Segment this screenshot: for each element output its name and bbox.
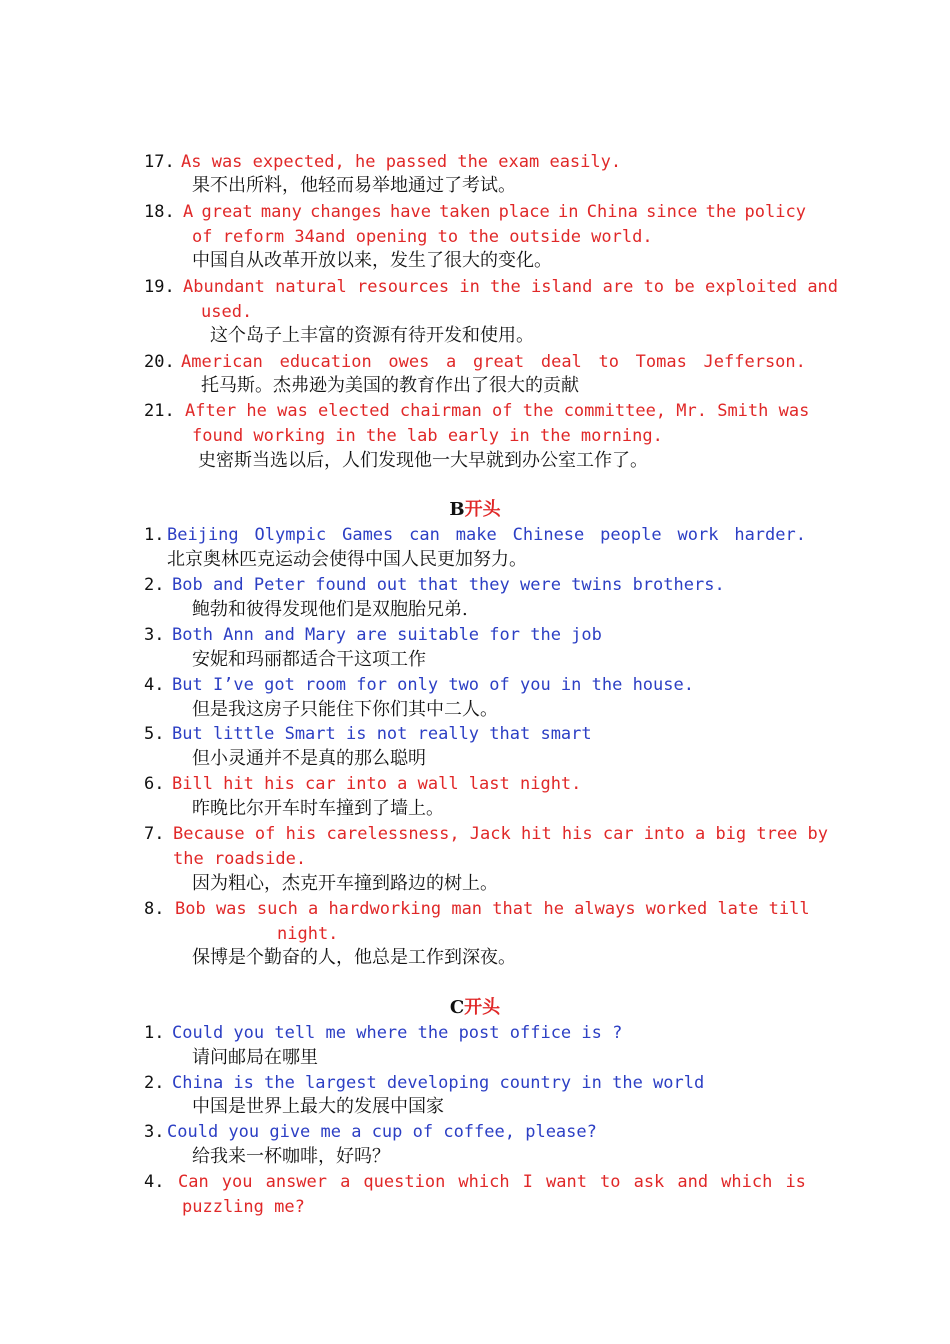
word: I bbox=[522, 1172, 533, 1192]
word: taken bbox=[439, 202, 491, 222]
word: education bbox=[279, 352, 372, 372]
chinese-translation: 鲍勃和彼得发现他们是双胞胎兄弟. bbox=[192, 599, 468, 620]
word: A bbox=[183, 202, 194, 222]
chinese-translation: 保博是个勤奋的人，他总是工作到深夜。 bbox=[192, 947, 516, 968]
item-number: 20. bbox=[144, 352, 175, 372]
chinese-translation: 果不出所料，他轻而易举地通过了考试。 bbox=[192, 175, 516, 196]
word: is bbox=[785, 1172, 806, 1192]
item-number: 7. bbox=[144, 824, 165, 844]
item-number: 4. bbox=[144, 1172, 165, 1192]
item-number: 2. bbox=[144, 575, 165, 595]
word: question bbox=[363, 1172, 446, 1192]
item-number: 17. bbox=[144, 152, 175, 172]
chinese-translation: 中国自从改革开放以来，发生了很大的变化。 bbox=[192, 250, 552, 271]
word: many bbox=[260, 202, 302, 222]
word: have bbox=[389, 202, 431, 222]
word: can bbox=[409, 525, 440, 545]
word: China bbox=[586, 202, 638, 222]
word: great bbox=[472, 352, 525, 372]
chinese-translation: 给我来一杯咖啡，好吗？ bbox=[192, 1146, 390, 1167]
word: which bbox=[721, 1172, 773, 1192]
item-number: 18. bbox=[144, 202, 175, 222]
english-sentence: After he was elected chairman of the committee, Mr. Smith was bbox=[185, 401, 810, 421]
english-sentence: As was expected, he passed the exam easily. bbox=[181, 152, 622, 172]
english-sentence: But I’ve got room for only two of you in the house. bbox=[172, 675, 694, 695]
word: the bbox=[705, 202, 737, 222]
english-sentence: Could you tell me where the post office is ? bbox=[172, 1023, 623, 1043]
word: Games bbox=[342, 525, 394, 545]
word: changes bbox=[310, 202, 382, 222]
word: Beijing bbox=[167, 525, 239, 545]
word: place bbox=[498, 202, 550, 222]
section-letter: C bbox=[449, 997, 465, 1018]
item-number: 21. bbox=[144, 401, 175, 421]
word: make bbox=[455, 525, 497, 545]
item-number: 4. bbox=[144, 675, 165, 695]
item-number: 6. bbox=[144, 774, 165, 794]
english-sentence: Abundant natural resources in the island are to be exploited and bbox=[183, 277, 839, 297]
english-sentence: But little Smart is not really that smart bbox=[172, 724, 592, 744]
word: you bbox=[221, 1172, 253, 1192]
word: Tomas bbox=[635, 352, 687, 372]
section-heading-c bbox=[0, 996, 950, 1020]
word: a bbox=[446, 352, 457, 372]
word: ask bbox=[633, 1172, 665, 1192]
word: Jefferson. bbox=[703, 352, 806, 372]
item-number: 8. bbox=[144, 899, 165, 919]
item-number: 5. bbox=[144, 724, 165, 744]
section-word: 开头 bbox=[464, 499, 501, 520]
word: Can bbox=[178, 1172, 209, 1192]
item-number: 3. bbox=[144, 1122, 165, 1142]
word: work bbox=[677, 525, 719, 545]
english-sentence-continuation: puzzling me? bbox=[182, 1197, 305, 1217]
chinese-translation: 托马斯。杰弗逊为美国的教育作出了很大的贡献 bbox=[201, 375, 579, 396]
english-sentence-continuation: of reform 34and opening to the outside world. bbox=[192, 227, 653, 247]
word: owes bbox=[388, 352, 430, 372]
section-word: 开头 bbox=[464, 997, 501, 1018]
word: since bbox=[646, 202, 698, 222]
word: to bbox=[600, 1172, 621, 1192]
word: answer bbox=[265, 1172, 328, 1192]
chinese-translation: 北京奥林匹克运动会使得中国人民更加努力。 bbox=[167, 549, 527, 570]
word: which bbox=[458, 1172, 510, 1192]
word: to bbox=[598, 352, 619, 372]
chinese-translation: 中国是世界上最大的发展中国家 bbox=[192, 1096, 444, 1117]
english-sentence-continuation: found working in the lab early in the morning. bbox=[192, 426, 663, 446]
chinese-translation: 昨晚比尔开车时车撞到了墙上。 bbox=[192, 798, 444, 819]
english-sentence: China is the largest developing country in the world bbox=[172, 1073, 705, 1093]
section-heading-b bbox=[0, 498, 950, 522]
chinese-translation: 请问邮局在哪里 bbox=[192, 1047, 318, 1068]
english-sentence bbox=[178, 1170, 806, 1194]
section-letter: B bbox=[449, 499, 465, 520]
word: a bbox=[340, 1172, 351, 1192]
chinese-translation: 因为粗心，杰克开车撞到路边的树上。 bbox=[192, 873, 498, 894]
english-sentence: Both Ann and Mary are suitable for the job bbox=[172, 625, 602, 645]
english-sentence-continuation: used. bbox=[201, 302, 253, 322]
word: harder. bbox=[734, 525, 806, 545]
word: Chinese bbox=[512, 525, 585, 545]
english-sentence bbox=[181, 350, 806, 374]
chinese-translation: 但是我这房子只能住下你们其中二人。 bbox=[192, 699, 498, 720]
item-number: 3. bbox=[144, 625, 165, 645]
word: great bbox=[201, 202, 253, 222]
english-sentence-justified bbox=[183, 200, 806, 224]
word: Olympic bbox=[254, 525, 327, 545]
word: deal bbox=[540, 352, 582, 372]
word: American bbox=[181, 352, 263, 372]
english-sentence: Because of his carelessness, Jack hit his car into a big tree by bbox=[173, 824, 829, 844]
word: and bbox=[677, 1172, 709, 1192]
english-sentence: Bob was such a hardworking man that he always worked late till bbox=[175, 899, 810, 919]
english-sentence-continuation: the roadside. bbox=[173, 849, 307, 869]
english-sentence: Bob and Peter found out that they were twins brothers. bbox=[172, 575, 725, 595]
english-sentence-continuation: night. bbox=[277, 924, 339, 944]
word: want bbox=[545, 1172, 587, 1192]
item-number: 1. bbox=[144, 1023, 165, 1043]
item-number: 1. bbox=[144, 525, 165, 545]
english-sentence: Bill hit his car into a wall last night. bbox=[172, 774, 582, 794]
chinese-translation: 这个岛子上丰富的资源有待开发和使用。 bbox=[210, 325, 534, 346]
english-sentence bbox=[167, 523, 806, 547]
word: people bbox=[600, 525, 662, 545]
chinese-translation: 史密斯当选以后，人们发现他一大早就到办公室工作了。 bbox=[198, 450, 648, 471]
item-number: 19. bbox=[144, 277, 175, 297]
chinese-translation: 安妮和玛丽都适合干这项工作 bbox=[192, 649, 426, 670]
item-number: 2. bbox=[144, 1073, 165, 1093]
word: policy bbox=[744, 202, 806, 222]
english-sentence: Could you give me a cup of coffee, please? bbox=[167, 1122, 597, 1142]
chinese-translation: 但小灵通并不是真的那么聪明 bbox=[192, 748, 426, 769]
word: in bbox=[558, 202, 579, 222]
